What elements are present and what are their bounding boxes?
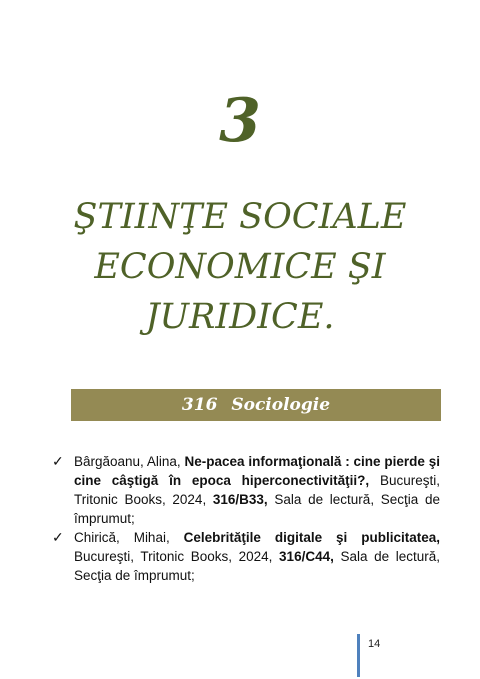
entry-author: Chirică, Mihai, — [74, 530, 184, 545]
chapter-title-line: ECONOMICE ŞI — [94, 247, 386, 287]
page-number: 14 — [368, 638, 381, 650]
entry-call-number: 316/B33, — [212, 492, 268, 507]
entry-author: Bârgăoanu, Alina, — [74, 454, 185, 469]
bibliography-entry — [52, 452, 440, 528]
chapter-number: 3 — [219, 86, 261, 156]
entry-title: Celebrităţile digitale şi publicitatea, — [183, 530, 440, 545]
section-heading-bar — [71, 389, 441, 421]
entry-imprint: Bucureşti, Tritonic Books, 2024, — [74, 549, 280, 564]
footer-rule — [357, 634, 360, 677]
chapter-title-line: JURIDICE. — [145, 297, 335, 337]
checkmark-icon: ✓ — [52, 529, 64, 545]
entry-location: Sala de lectură, Secţia de împrumut; — [74, 492, 440, 526]
entry-imprint: Bucureşti, Tritonic Books, 2024, — [74, 473, 440, 507]
checkmark-icon: ✓ — [52, 453, 64, 469]
entry-call-number: 316/C44, — [279, 549, 334, 564]
chapter-title-line: ŞTIINŢE SOCIALE — [73, 197, 407, 237]
entry-location: Sala de lectură, Secţia de împrumut; — [74, 549, 440, 583]
bibliography-entry — [52, 528, 440, 585]
entry-title: Ne-pacea informaţională : cine pierde şi cine câştigă în epoca hiperconectivităţii?, — [74, 454, 440, 488]
chapter-title — [0, 192, 480, 342]
bibliography-list — [52, 452, 440, 585]
section-heading: 316 Sociologie — [181, 395, 331, 415]
